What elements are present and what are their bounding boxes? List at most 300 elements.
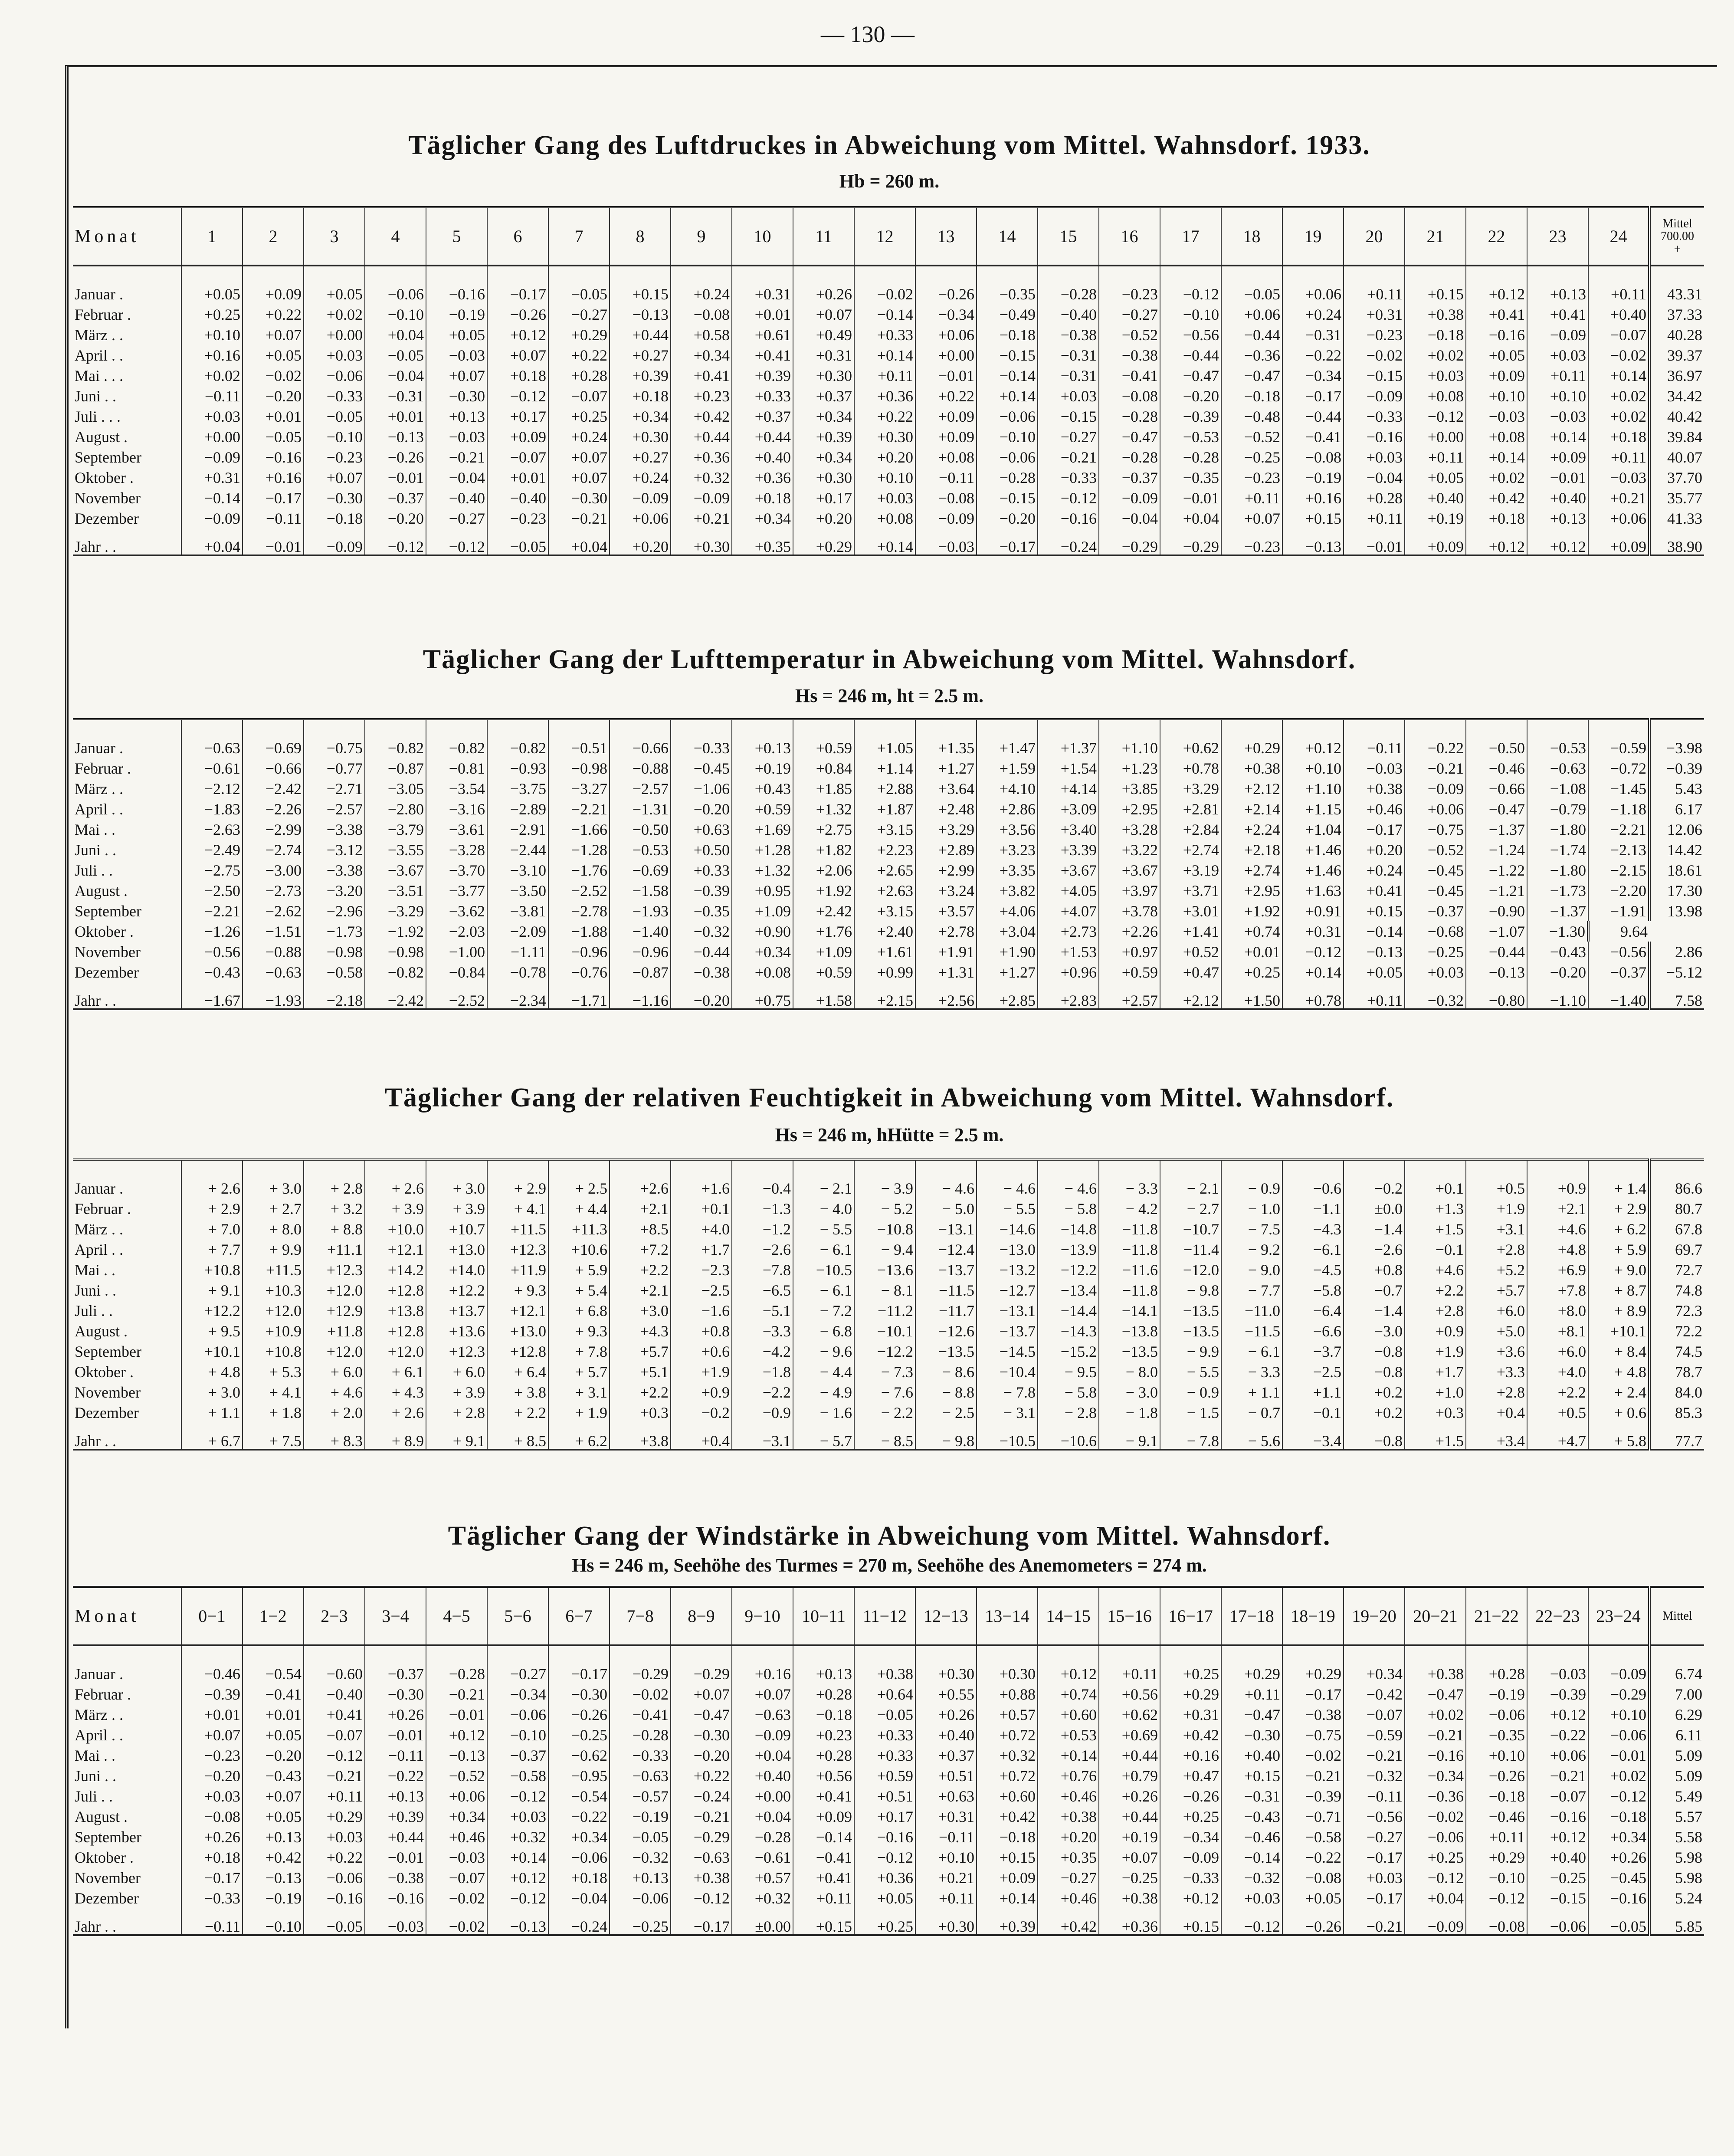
hour-column-header: 9−10	[732, 1587, 793, 1646]
value-cell: +0.02	[1405, 1704, 1466, 1725]
value-cell: +0.25	[1160, 1664, 1221, 1684]
mittel-cell: 72.2	[1649, 1321, 1704, 1341]
value-cell: −0.09	[732, 1725, 793, 1745]
value-cell: −0.37	[1099, 467, 1160, 488]
value-cell: −0.08	[1099, 386, 1160, 406]
value-cell: −0.05	[243, 427, 304, 447]
month-label: August .	[75, 882, 128, 899]
value-cell: +12.1	[487, 1300, 548, 1321]
value-cell: −0.63	[732, 1704, 793, 1725]
value-cell: −0.29	[671, 1827, 732, 1847]
year-value-cell: +1.58	[793, 982, 854, 1009]
month-label: Mai . .	[75, 820, 115, 838]
value-cell: −1.28	[548, 840, 610, 860]
hour-column-header: 7	[548, 207, 610, 266]
year-value-cell: −0.06	[1527, 1908, 1588, 1935]
value-cell: −1.21	[1466, 880, 1527, 901]
value-cell: −0.62	[548, 1745, 610, 1765]
value-cell: −11.0	[1221, 1300, 1282, 1321]
value-cell: +0.32	[487, 1827, 548, 1847]
value-cell: −0.12	[1282, 942, 1344, 962]
value-cell: −0.59	[1344, 1725, 1405, 1745]
value-cell: −0.07	[1527, 1786, 1588, 1806]
value-cell: +3.39	[1038, 840, 1099, 860]
value-cell: + 9.1	[181, 1280, 243, 1300]
value-cell: +1.5	[1405, 1219, 1466, 1239]
value-cell: +0.03	[487, 1806, 548, 1827]
value-cell: −0.28	[977, 467, 1038, 488]
value-cell: −0.26	[1160, 1786, 1221, 1806]
value-cell: −0.18	[1221, 386, 1282, 406]
value-cell: +0.14	[1527, 427, 1588, 447]
value-cell: −0.56	[1344, 1806, 1405, 1827]
value-cell: +2.1	[610, 1198, 671, 1219]
year-value-cell: −0.05	[487, 528, 548, 555]
value-cell: −1.37	[1527, 901, 1588, 921]
hour-column-header: 3−4	[365, 1587, 426, 1646]
value-cell: −0.47	[1099, 427, 1160, 447]
value-cell: +0.29	[1221, 1664, 1282, 1684]
value-cell: −0.1	[1282, 1402, 1344, 1423]
year-value-cell: −0.13	[487, 1908, 548, 1935]
value-cell: +0.40	[1588, 304, 1649, 325]
value-cell: − 2.8	[1038, 1402, 1099, 1423]
value-cell: −0.27	[487, 1664, 548, 1684]
value-cell: +0.46	[426, 1827, 487, 1847]
value-cell: +0.05	[1282, 1888, 1344, 1908]
value-cell: −0.22	[1405, 738, 1466, 758]
month-label: April . .	[75, 1726, 123, 1744]
hour-column-header: 4	[365, 207, 426, 266]
value-cell: +0.23	[671, 386, 732, 406]
mittel-cell: −5.12	[1649, 962, 1704, 982]
year-value-cell: −0.80	[1466, 982, 1527, 1009]
value-cell: +4.14	[1038, 778, 1099, 799]
value-cell: +0.25	[548, 406, 610, 427]
value-cell: −13.6	[854, 1260, 915, 1280]
value-cell: +0.11	[1221, 1684, 1282, 1704]
value-cell: +0.00	[304, 325, 365, 345]
value-cell: +0.07	[1221, 508, 1282, 528]
value-cell: +0.09	[977, 1867, 1038, 1888]
value-cell: +2.63	[854, 880, 915, 901]
value-cell: −0.39	[1527, 1684, 1588, 1704]
year-value-cell: −0.20	[671, 982, 732, 1009]
value-cell: +0.12	[426, 1725, 487, 1745]
value-cell: −0.13	[426, 1745, 487, 1765]
value-cell: +0.05	[243, 345, 304, 365]
value-cell: −0.40	[487, 488, 548, 508]
value-cell: +0.05	[304, 284, 365, 304]
value-cell: +0.01	[732, 304, 793, 325]
value-cell: +10.8	[243, 1341, 304, 1362]
wind-subtitle: Hs = 246 m, Seehöhe des Turmes = 270 m, Seehöhe des Anemometers = 274 m.	[572, 1555, 1207, 1576]
value-cell: +0.34	[793, 406, 854, 427]
value-cell: +0.01	[181, 1704, 243, 1725]
value-cell: +1.09	[732, 901, 793, 921]
value-cell: −2.78	[548, 901, 610, 921]
value-cell: −0.46	[1466, 758, 1527, 778]
hour-column-header: 18−19	[1282, 1587, 1344, 1646]
value-cell: +3.19	[1160, 860, 1221, 880]
year-value-cell: + 6.7	[181, 1423, 243, 1450]
value-cell: +4.0	[1527, 1362, 1588, 1382]
value-cell: +3.01	[1160, 901, 1221, 921]
value-cell: −0.63	[1527, 758, 1588, 778]
value-cell: −0.82	[365, 962, 426, 982]
value-cell: +0.52	[1160, 942, 1221, 962]
value-cell: + 5.9	[1588, 1239, 1649, 1260]
value-cell: −0.31	[1038, 345, 1099, 365]
table-row	[73, 880, 1704, 901]
value-cell: +0.12	[1466, 284, 1527, 304]
value-cell: −0.88	[610, 758, 671, 778]
value-cell: −0.26	[487, 304, 548, 325]
year-value-cell: −0.01	[1344, 528, 1405, 555]
value-cell: +1.54	[1038, 758, 1099, 778]
value-cell: − 3.1	[977, 1402, 1038, 1423]
value-cell: +8.0	[1527, 1300, 1588, 1321]
value-cell: +0.16	[243, 467, 304, 488]
value-cell: +0.21	[1588, 488, 1649, 508]
value-cell: +0.22	[915, 386, 977, 406]
value-cell: +10.1	[1588, 1321, 1649, 1341]
value-cell: −0.10	[977, 427, 1038, 447]
value-cell: +0.04	[1405, 1888, 1466, 1908]
year-value-cell: −0.12	[426, 528, 487, 555]
value-cell: −0.10	[365, 304, 426, 325]
value-cell: +0.18	[732, 488, 793, 508]
value-cell: +0.79	[1099, 1765, 1160, 1786]
table-row	[73, 467, 1704, 488]
value-cell: −0.22	[1527, 1725, 1588, 1745]
value-cell: −10.7	[1160, 1219, 1221, 1239]
value-cell: −3.70	[426, 860, 487, 880]
value-cell: −2.21	[181, 901, 243, 921]
month-label: Januar .	[75, 739, 123, 757]
value-cell: −1.2	[732, 1219, 793, 1239]
value-cell: +0.03	[1038, 386, 1099, 406]
value-cell: −1.3	[732, 1198, 793, 1219]
hour-column-header: 24	[1588, 207, 1649, 266]
value-cell: −0.13	[610, 304, 671, 325]
year-value-cell: +0.20	[610, 528, 671, 555]
year-value-cell: +2.57	[1099, 982, 1160, 1009]
value-cell: −0.60	[304, 1664, 365, 1684]
year-value-cell: − 8.5	[854, 1423, 915, 1450]
value-cell: −0.43	[1527, 942, 1588, 962]
year-value-cell: +0.12	[1527, 528, 1588, 555]
hour-column-header: 16−17	[1160, 1587, 1221, 1646]
value-cell: +0.3	[610, 1402, 671, 1423]
value-cell: −0.30	[426, 386, 487, 406]
table-row	[73, 427, 1704, 447]
value-cell: +0.03	[181, 1786, 243, 1806]
value-cell: + 8.8	[304, 1219, 365, 1239]
value-cell: +0.09	[1466, 365, 1527, 386]
value-cell: +0.14	[487, 1847, 548, 1867]
value-cell: −0.25	[1405, 942, 1466, 962]
value-cell: +0.00	[915, 345, 977, 365]
value-cell: −0.21	[426, 447, 487, 467]
value-cell: +0.38	[1038, 1806, 1099, 1827]
value-cell: −0.40	[1038, 304, 1099, 325]
table-row	[73, 1867, 1704, 1888]
value-cell: −0.46	[1466, 1806, 1527, 1827]
value-cell: −0.35	[1466, 1725, 1527, 1745]
table-row	[73, 1362, 1704, 1382]
value-cell: −0.39	[671, 880, 732, 901]
mittel-cell: 72.3	[1649, 1300, 1704, 1321]
value-cell: −3.00	[243, 860, 304, 880]
mittel-cell: 40.42	[1649, 406, 1704, 427]
value-cell: −0.16	[1527, 1806, 1588, 1827]
value-cell: +12.3	[426, 1341, 487, 1362]
value-cell: −0.02	[426, 1888, 487, 1908]
value-cell: −0.47	[1221, 365, 1282, 386]
value-cell: +0.61	[732, 325, 793, 345]
mittel-cell: 74.8	[1649, 1280, 1704, 1300]
value-cell: −0.18	[977, 325, 1038, 345]
table-row	[73, 962, 1704, 982]
year-value-cell: −10.5	[977, 1423, 1038, 1450]
value-cell: +13.6	[426, 1321, 487, 1341]
value-cell: −0.68	[1405, 921, 1466, 942]
value-cell: +0.30	[610, 427, 671, 447]
value-cell: + 6.8	[548, 1300, 610, 1321]
value-cell: −0.58	[487, 1765, 548, 1786]
value-cell: −0.09	[1527, 325, 1588, 345]
value-cell: −0.63	[610, 1765, 671, 1786]
value-cell: −1.92	[365, 921, 426, 942]
value-cell: −0.22	[548, 1806, 610, 1827]
value-cell: + 2.5	[548, 1178, 610, 1198]
value-cell: −0.30	[671, 1725, 732, 1745]
year-value-cell: +2.15	[854, 982, 915, 1009]
value-cell: −1.18	[1588, 799, 1649, 819]
value-cell: −0.71	[1282, 1806, 1344, 1827]
table-row	[73, 860, 1704, 880]
value-cell: +12.8	[365, 1280, 426, 1300]
value-cell: +0.59	[732, 799, 793, 819]
value-cell: −14.5	[977, 1341, 1038, 1362]
value-cell: −0.31	[365, 386, 426, 406]
value-cell: −0.07	[548, 386, 610, 406]
value-cell: −0.09	[1588, 1664, 1649, 1684]
value-cell: +0.22	[854, 406, 915, 427]
value-cell: +0.33	[854, 325, 915, 345]
value-cell: +0.14	[854, 345, 915, 365]
value-cell: −11.7	[915, 1300, 977, 1321]
value-cell: +0.1	[671, 1198, 732, 1219]
year-label: Jahr . .	[73, 1423, 181, 1450]
month-label: Oktober .	[75, 469, 134, 486]
value-cell: +13.0	[487, 1321, 548, 1341]
value-cell: −0.07	[487, 447, 548, 467]
value-cell: +10.0	[365, 1219, 426, 1239]
value-cell: −0.09	[181, 447, 243, 467]
value-cell: −2.09	[487, 921, 548, 942]
value-cell: +0.58	[671, 325, 732, 345]
value-cell: −0.12	[854, 1847, 915, 1867]
value-cell: + 1.1	[181, 1402, 243, 1423]
year-value-cell: −1.40	[1588, 982, 1649, 1009]
year-value-cell: −0.09	[1405, 1908, 1466, 1935]
value-cell: − 2.5	[915, 1402, 977, 1423]
value-cell: −0.26	[548, 1704, 610, 1725]
year-value-cell: +0.09	[1405, 528, 1466, 555]
year-value-cell: −0.09	[304, 528, 365, 555]
value-cell: −0.47	[1160, 365, 1221, 386]
value-cell: +0.31	[1344, 304, 1405, 325]
value-cell: +0.39	[732, 365, 793, 386]
value-cell: +0.32	[977, 1745, 1038, 1765]
year-mittel-cell: 7.58	[1649, 982, 1704, 1009]
value-cell: − 9.5	[1038, 1362, 1099, 1382]
value-cell: −0.18	[1405, 325, 1466, 345]
value-cell: +2.78	[915, 921, 977, 942]
value-cell: +0.08	[1466, 427, 1527, 447]
value-cell: −0.4	[732, 1178, 793, 1198]
hour-column-header: 22−23	[1527, 1587, 1588, 1646]
value-cell: +0.11	[1344, 284, 1405, 304]
value-cell: −0.27	[1344, 1827, 1405, 1847]
year-value-cell: +0.35	[732, 528, 793, 555]
value-cell: +0.07	[243, 1786, 304, 1806]
value-cell: +3.85	[1099, 778, 1160, 799]
value-cell: −0.38	[1038, 325, 1099, 345]
value-cell: +0.13	[1527, 284, 1588, 304]
value-cell: +1.15	[1282, 799, 1344, 819]
table-row	[73, 758, 1704, 778]
year-value-cell: −2.52	[426, 982, 487, 1009]
value-cell: +0.14	[1038, 1745, 1099, 1765]
value-cell: +0.34	[1588, 1827, 1649, 1847]
value-cell: +0.40	[1405, 488, 1466, 508]
value-cell: +0.44	[1099, 1745, 1160, 1765]
value-cell: +3.22	[1099, 840, 1160, 860]
value-cell: +2.8	[1466, 1239, 1527, 1260]
value-cell: −0.66	[1466, 778, 1527, 799]
value-cell: −6.6	[1282, 1321, 1344, 1341]
table-row	[73, 345, 1704, 365]
year-value-cell: −0.12	[1221, 1908, 1282, 1935]
value-cell: −0.27	[548, 304, 610, 325]
value-cell: −6.5	[732, 1280, 793, 1300]
year-value-cell: + 8.5	[487, 1423, 548, 1450]
year-row	[73, 528, 1704, 555]
mittel-cell: 6.17	[1649, 799, 1704, 819]
value-cell: +1.05	[854, 738, 915, 758]
value-cell: +0.31	[732, 284, 793, 304]
value-cell: − 6.1	[793, 1280, 854, 1300]
value-cell: −3.62	[426, 901, 487, 921]
value-cell: −11.8	[1099, 1280, 1160, 1300]
value-cell: − 7.7	[1221, 1280, 1282, 1300]
value-cell: −0.43	[1221, 1806, 1282, 1827]
value-cell: −0.12	[1405, 1867, 1466, 1888]
table-row	[73, 1239, 1704, 1260]
temperature-subtitle: Hs = 246 m, ht = 2.5 m.	[795, 685, 983, 706]
value-cell: +0.07	[732, 1684, 793, 1704]
value-cell: +1.7	[1405, 1362, 1466, 1382]
value-cell: −12.6	[915, 1321, 977, 1341]
value-cell: +0.72	[977, 1765, 1038, 1786]
value-cell: +12.1	[365, 1239, 426, 1260]
value-cell: −2.57	[610, 778, 671, 799]
value-cell: −0.29	[1588, 1684, 1649, 1704]
value-cell: −0.14	[181, 488, 243, 508]
table-row	[73, 325, 1704, 345]
value-cell: − 4.6	[1038, 1178, 1099, 1198]
value-cell: +0.15	[1282, 508, 1344, 528]
value-cell: −0.26	[365, 447, 426, 467]
hour-column-header: 13−14	[977, 1587, 1038, 1646]
value-cell: −3.10	[487, 860, 548, 880]
month-label: Juli . .	[75, 1302, 113, 1319]
value-cell: −0.48	[1221, 406, 1282, 427]
value-cell: +3.35	[977, 860, 1038, 880]
hour-column-header: 8−9	[671, 1587, 732, 1646]
value-cell: −0.93	[487, 758, 548, 778]
year-value-cell: + 5.8	[1588, 1423, 1649, 1450]
value-cell: +3.15	[854, 901, 915, 921]
value-cell: −0.33	[181, 1888, 243, 1908]
year-value-cell: +0.36	[1099, 1908, 1160, 1935]
value-cell: +0.2	[1344, 1402, 1405, 1423]
year-value-cell: −0.13	[1282, 528, 1344, 555]
value-cell: + 8.7	[1588, 1280, 1649, 1300]
value-cell: −14.8	[1038, 1219, 1099, 1239]
value-cell: −0.09	[610, 488, 671, 508]
value-cell: +0.29	[1466, 1847, 1527, 1867]
month-label: Juli . . .	[75, 407, 121, 425]
value-cell: −0.01	[915, 365, 977, 386]
year-value-cell: −1.67	[181, 982, 243, 1009]
table-row	[73, 1725, 1704, 1745]
value-cell: +0.10	[1588, 1704, 1649, 1725]
mittel-cell: 9.64	[1588, 921, 1649, 942]
value-cell: +12.2	[426, 1280, 487, 1300]
value-cell: +1.53	[1038, 942, 1099, 962]
value-cell: −0.16	[304, 1888, 365, 1908]
value-cell: +1.69	[732, 819, 793, 840]
value-cell: +0.18	[610, 386, 671, 406]
value-cell: −2.63	[181, 819, 243, 840]
value-cell: + 7.8	[548, 1341, 610, 1362]
year-value-cell: −0.03	[365, 1908, 426, 1935]
year-value-cell: +1.5	[1405, 1423, 1466, 1450]
table-row	[73, 1321, 1704, 1341]
year-value-cell: −0.12	[365, 528, 426, 555]
value-cell: − 0.7	[1221, 1402, 1282, 1423]
value-cell: − 5.5	[977, 1198, 1038, 1219]
value-cell: −0.36	[1221, 345, 1282, 365]
value-cell: −0.63	[243, 962, 304, 982]
value-cell: −6.4	[1282, 1300, 1344, 1321]
value-cell: +3.29	[915, 819, 977, 840]
value-cell: −0.05	[304, 406, 365, 427]
value-cell: −1.11	[487, 942, 548, 962]
mittel-cell: 84.0	[1649, 1382, 1704, 1402]
value-cell: −7.8	[732, 1260, 793, 1280]
value-cell: −0.29	[610, 1664, 671, 1684]
value-cell: −13.5	[1160, 1321, 1221, 1341]
value-cell: −0.07	[1588, 325, 1649, 345]
mittel-cell: 40.07	[1649, 447, 1704, 467]
value-cell: −0.11	[243, 508, 304, 528]
value-cell: +3.40	[1038, 819, 1099, 840]
